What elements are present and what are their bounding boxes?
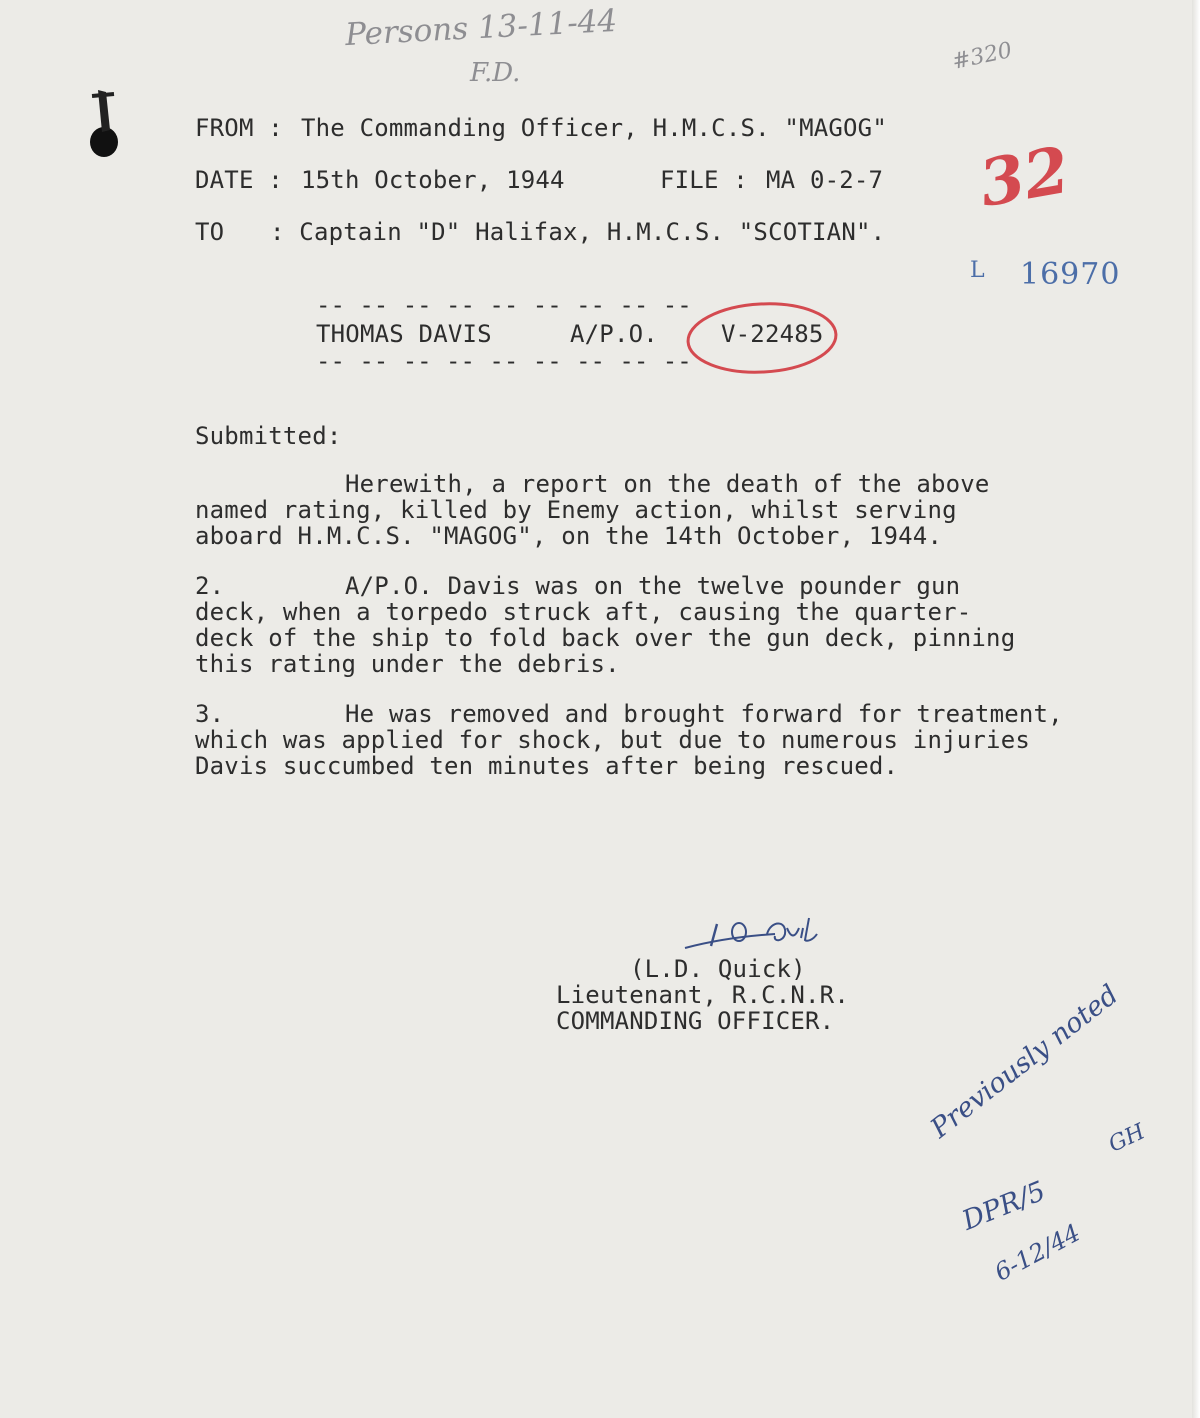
page-edge	[1192, 0, 1200, 1418]
file-label: FILE :	[660, 166, 748, 194]
subject-rank: A/P.O.	[570, 320, 658, 348]
stamp-mark: L	[970, 258, 986, 283]
pencil-number: #320	[950, 37, 1015, 76]
date-value: 15th October, 1944	[301, 166, 565, 194]
signatory-title: COMMANDING OFFICER.	[556, 1007, 835, 1035]
signatory-name: (L.D. Quick)	[630, 955, 806, 983]
handwritten-signature	[675, 910, 865, 960]
subject-name: THOMAS DAVIS	[316, 320, 492, 348]
signatory-rank: Lieutenant, R.C.N.R.	[556, 981, 849, 1009]
p2-line-2: deck, when a torpedo struck aft, causing the quarter-	[195, 598, 972, 626]
p2-line-4: this rating under the debris.	[195, 650, 620, 678]
pencil-initials: F.D.	[470, 58, 521, 88]
p3-line-1: He was removed and brought forward for treatment,	[345, 700, 1063, 728]
from-label: FROM :	[195, 114, 283, 142]
file-value: MA 0-2-7	[766, 166, 884, 194]
subject-dashes-top: -- -- -- -- -- -- -- -- --	[316, 291, 692, 319]
to-label: TO	[195, 218, 225, 246]
subject-dashes-bottom: -- -- -- -- -- -- -- -- --	[316, 347, 692, 375]
red-pencil-number: 32	[974, 132, 1075, 223]
punch-hole-mark	[80, 80, 140, 170]
p3-line-3: Davis succumbed ten minutes after being rescued.	[195, 752, 899, 780]
pencil-annotation-top: Persons 13-11-44	[344, 2, 618, 54]
p1-line-3: aboard H.M.C.S. "MAGOG", on the 14th October, 1944.	[195, 522, 943, 550]
red-circle-mark	[682, 298, 842, 380]
note-previously-noted: Previously noted	[925, 979, 1125, 1145]
to-value: : Captain "D" Halifax, H.M.C.S. "SCOTIAN".	[270, 218, 886, 246]
from-value: The Commanding Officer, H.M.C.S. "MAGOG"	[301, 114, 887, 142]
note-dpr: DPR/5	[958, 1175, 1050, 1237]
stamp-number: 16970	[1020, 257, 1121, 292]
date-label: DATE :	[195, 166, 283, 194]
note-date: 6-12/44	[990, 1218, 1085, 1287]
p1-line-1: Herewith, a report on the death of the above	[345, 470, 990, 498]
p3-number: 3.	[195, 700, 225, 728]
submitted-label: Submitted:	[195, 422, 342, 450]
p1-line-2: named rating, killed by Enemy action, whilst serving	[195, 496, 957, 524]
p2-line-1: A/P.O. Davis was on the twelve pounder gun	[345, 572, 961, 600]
p3-line-2: which was applied for shock, but due to numerous injuries	[195, 726, 1031, 754]
subject-service-number: V-22485	[721, 320, 824, 348]
p2-line-3: deck of the ship to fold back over the gun deck, pinning	[195, 624, 1016, 652]
p2-number: 2.	[195, 572, 225, 600]
note-initials: GH	[1105, 1119, 1149, 1158]
